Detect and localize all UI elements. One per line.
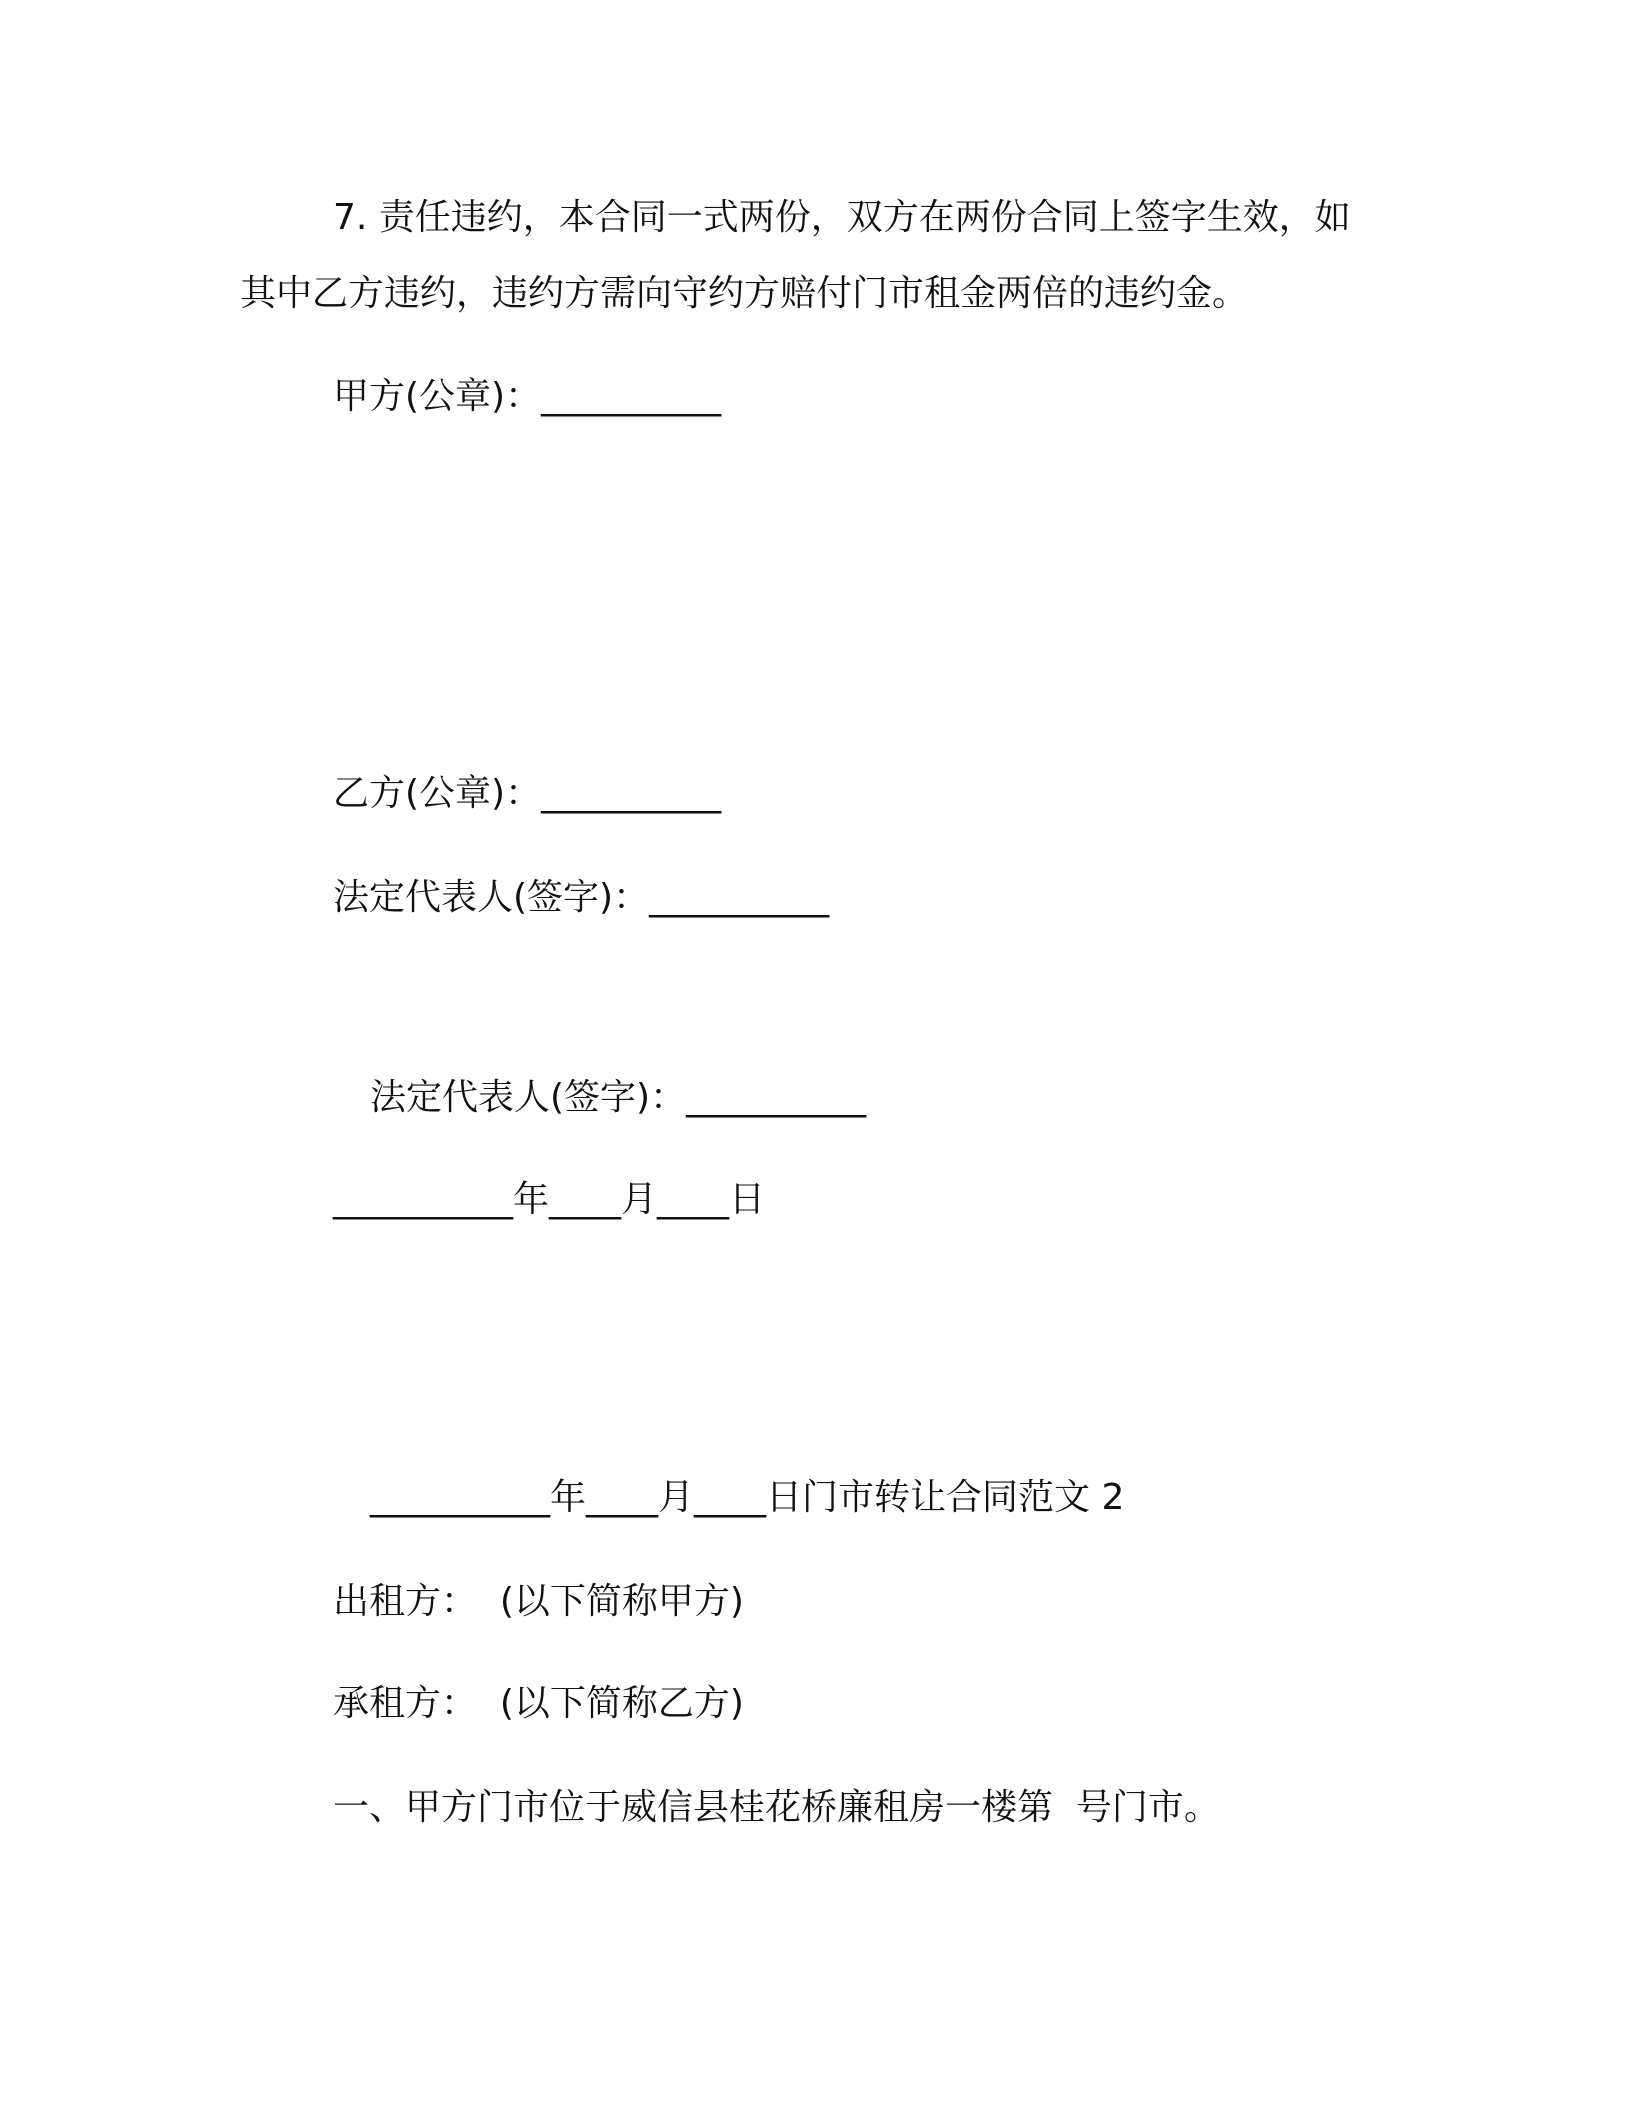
clause-1-line: 一、甲方门市位于威信县桂花桥廉租房一楼第 号门市。: [333, 1787, 1220, 1828]
lessor-line: 出租方： (以下简称甲方): [333, 1581, 744, 1622]
clause-7-line-1: 7. 责任违约，本合同一式两份，双方在两份合同上签字生效，如: [333, 197, 1351, 238]
lessee-line: 承租方： (以下简称乙方): [333, 1683, 744, 1724]
legal-rep-signature-line-1: 法定代表人(签字)：__________: [333, 877, 830, 918]
contract-2-title: __________年____月____日门市转让合同范文 2: [370, 1477, 1125, 1518]
signing-date-line: __________年____月____日: [333, 1179, 765, 1220]
party-a-seal-line: 甲方(公章)：__________: [333, 376, 722, 417]
legal-rep-signature-line-2: 法定代表人(签字)：__________: [370, 1077, 867, 1118]
clause-7-line-2: 其中乙方违约，违约方需向守约方赔付门市租金两倍的违约金。: [240, 273, 1249, 314]
party-b-seal-line: 乙方(公章)：__________: [333, 773, 722, 814]
